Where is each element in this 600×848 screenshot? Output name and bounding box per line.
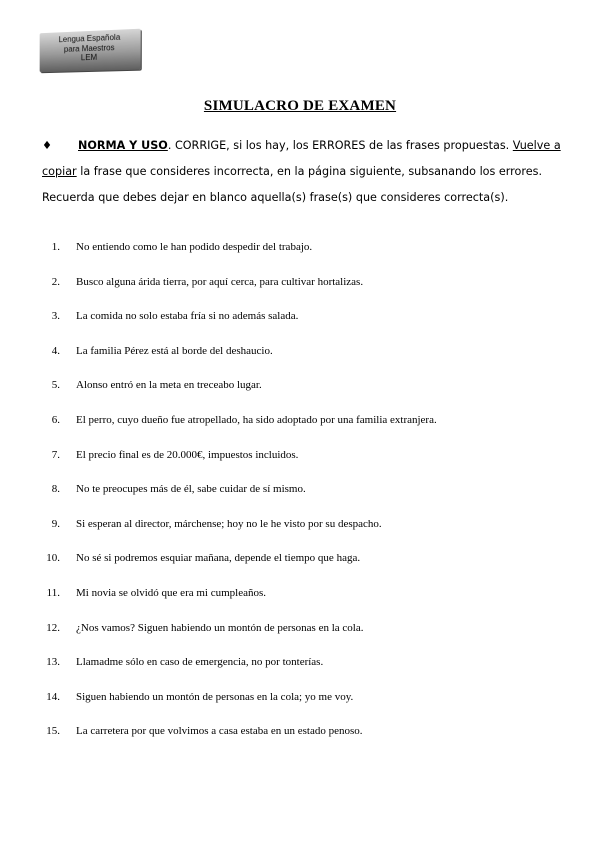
logo-line-1: Lengua Española xyxy=(58,32,121,45)
item-number: 8. xyxy=(51,483,60,496)
course-logo xyxy=(40,29,141,73)
item-number: 5. xyxy=(51,379,60,392)
instructions-paragraph xyxy=(42,133,562,211)
item-number: 2. xyxy=(51,275,60,288)
instructions-text-2: la frase que consideres incorrecta, en la página siguiente, subsanando los errores. Recuerda que debes dejar en blanco aquella(s) frase(s) que consideres correcta(s). xyxy=(42,165,543,204)
logo-line-2: para Maestros xyxy=(63,42,115,54)
item-text: La carretera por que volvimos a casa estaba en un estado penoso. xyxy=(76,725,363,738)
item-number: 3. xyxy=(51,310,60,323)
instructions-underlined-2: copiar xyxy=(42,165,77,178)
item-number: 4. xyxy=(51,344,60,357)
item-number: 11. xyxy=(46,587,60,599)
item-number: 15. xyxy=(46,725,60,738)
item-text: La comida no solo estaba fría si no además salada. xyxy=(76,310,299,323)
item-text: Mi novia se olvidó que era mi cumpleaños. xyxy=(76,587,267,599)
item-text: La familia Pérez está al borde del deshaucio. xyxy=(76,344,273,357)
item-number: 14. xyxy=(46,690,60,703)
item-text: ¿Nos vamos? Siguen habiendo un montón de personas en la cola. xyxy=(76,621,364,634)
item-number: 13. xyxy=(46,656,60,669)
instructions xyxy=(42,133,562,211)
item-number: 10. xyxy=(46,552,60,565)
item-text: Llamadme sólo en caso de emergencia, no por tonterías. xyxy=(76,656,324,669)
diamond-bullet-icon: ♦ xyxy=(42,139,53,152)
item-number: 12. xyxy=(46,621,60,634)
item-text: No entiendo como le han podido despedir del trabajo. xyxy=(76,241,313,253)
logo-line-3: LEM xyxy=(80,52,98,63)
logo-text xyxy=(40,32,141,64)
item-text: Busco alguna árida tierra, por aquí cerca, para cultivar hortalizas. xyxy=(76,275,364,288)
instructions-underlined-1: Vuelve a xyxy=(512,139,561,152)
item-text: Alonso entró en la meta en treceabo lugar. xyxy=(76,379,262,392)
page-title: SIMULACRO DE EXAMEN xyxy=(203,98,397,114)
item-text: Si esperan al director, márchense; hoy no le he visto por su despacho. xyxy=(76,517,382,530)
instructions-text-1: . CORRIGE, si los hay, los ERRORES de las frases propuestas. xyxy=(167,139,513,152)
item-text: No te preocupes más de él, sabe cuidar de sí mismo. xyxy=(76,483,306,496)
item-number: 6. xyxy=(51,414,60,426)
item-text: El precio final es de 20.000€, impuestos incluidos. xyxy=(76,448,299,461)
item-number: 9. xyxy=(51,517,60,530)
section-heading: NORMA Y USO xyxy=(78,139,168,152)
item-number: 7. xyxy=(51,448,60,461)
item-text: No sé si podremos esquiar mañana, depende el tiempo que haga. xyxy=(76,552,361,565)
item-text: Siguen habiendo un montón de personas en la cola; yo me voy. xyxy=(76,690,354,703)
item-number: 1. xyxy=(51,241,60,253)
item-text: El perro, cuyo dueño fue atropellado, ha sido adoptado por una familia extranjera. xyxy=(76,414,437,426)
